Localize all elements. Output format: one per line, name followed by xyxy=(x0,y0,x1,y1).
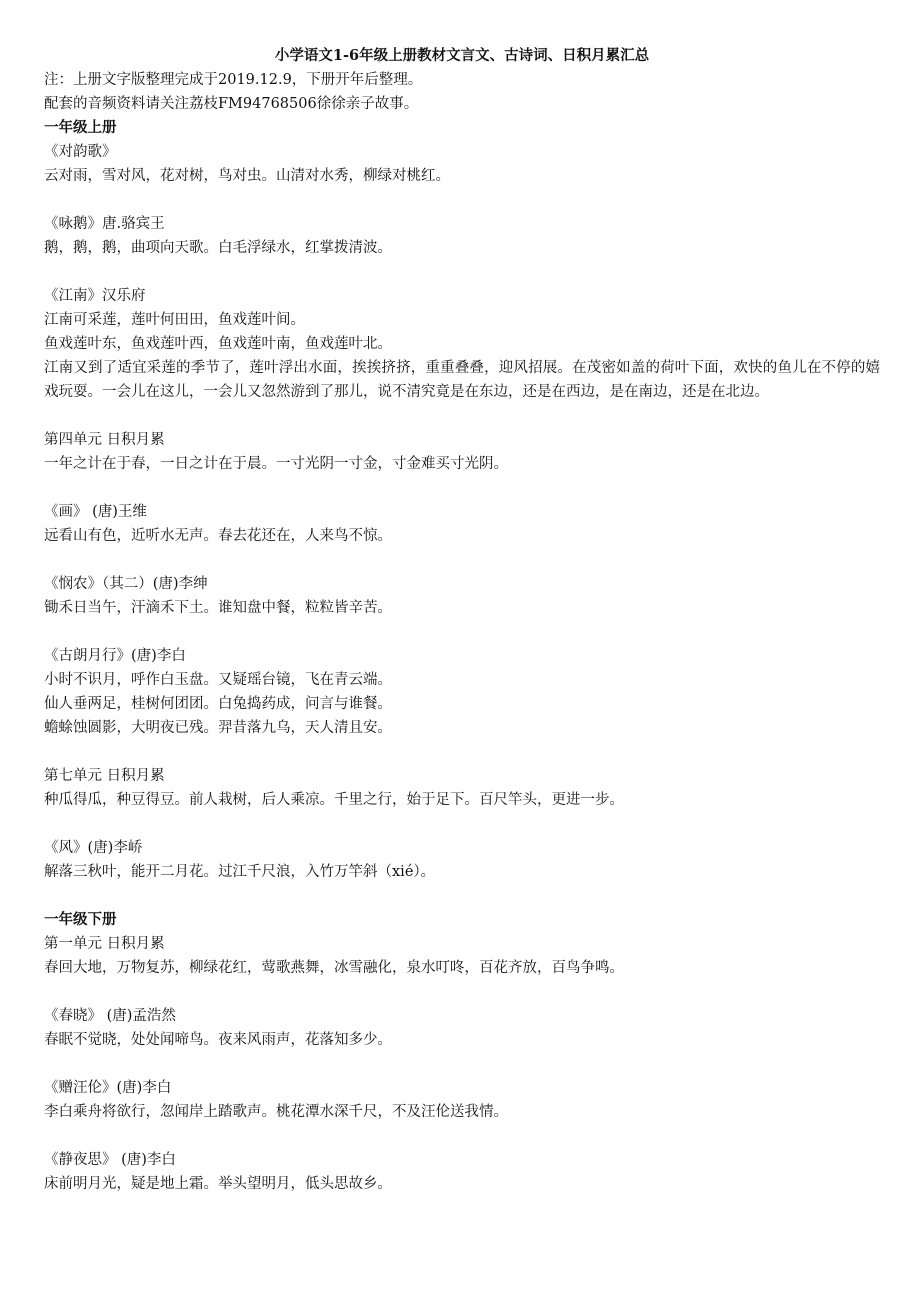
poem-line: 解落三秋叶，能开二月花。过江千尺浪，入竹万竿斜（xié）。 xyxy=(44,864,436,880)
poem-line: 李白乘舟将欲行，忽闻岸上踏歌声。桃花潭水深千尺，不及汪伦送我情。 xyxy=(44,1104,508,1120)
blank-line xyxy=(44,476,880,500)
blank-line xyxy=(44,188,880,212)
poem-line: 床前明月光，疑是地上霜。举头望明月，低头思故乡。 xyxy=(44,1176,392,1192)
poem-title-jiangnan: 《江南》汉乐府 xyxy=(44,288,146,304)
unit-title-unit7: 第七单元 日积月累 xyxy=(44,768,165,784)
blank-line xyxy=(44,812,880,836)
poem-line: 江南可采莲，莲叶何田田，鱼戏莲叶间。 xyxy=(44,312,305,328)
poem-line: 蟾蜍蚀圆影，大明夜已残。羿昔落九乌，天人清且安。 xyxy=(44,720,392,736)
document-page xyxy=(44,44,880,1196)
blank-line xyxy=(44,1052,880,1076)
blank-line xyxy=(44,620,880,644)
document-title: 小学语文1-6年级上册教材文言文、古诗词、日积月累汇总 xyxy=(274,47,650,64)
poem-line: 春眠不觉晓，处处闻啼鸟。夜来风雨声，花落知多少。 xyxy=(44,1032,392,1048)
section-heading-grade1-lower: 一年级下册 xyxy=(44,911,117,928)
blank-line xyxy=(44,260,880,284)
section-heading-grade1-upper: 一年级上册 xyxy=(44,119,117,136)
poem-line: 仙人垂两足，桂树何团团。白兔捣药成，问言与谁餐。 xyxy=(44,696,392,712)
blank-line xyxy=(44,548,880,572)
poem-title-feng: 《风》(唐)李峤 xyxy=(44,840,143,856)
poem-line: 春回大地，万物复苏，柳绿花红，莺歌燕舞，冰雪融化，泉水叮咚，百花齐放，百鸟争鸣。 xyxy=(44,960,624,976)
unit-title-unit1: 第一单元 日积月累 xyxy=(44,936,165,952)
poem-title-minnong: 《悯农》（其二）(唐)李绅 xyxy=(44,576,208,592)
poem-line: 锄禾日当午，汗滴禾下土。谁知盘中餐，粒粒皆辛苦。 xyxy=(44,600,392,616)
blank-line xyxy=(44,980,880,1004)
poem-line: 鹅，鹅，鹅，曲项向天歌。白毛浮绿水，红掌拨清波。 xyxy=(44,240,392,256)
blank-line xyxy=(44,404,880,428)
poem-title-hua: 《画》 (唐)王维 xyxy=(44,504,147,520)
poem-line: 种瓜得瓜，种豆得豆。前人栽树，后人乘凉。千里之行，始于足下。百尺竿头，更进一步。 xyxy=(44,792,624,808)
poem-title-yonge: 《咏鹅》唐.骆宾王 xyxy=(44,216,165,232)
poem-line: 云对雨，雪对风，花对树，鸟对虫。山清对水秀，柳绿对桃红。 xyxy=(44,168,450,184)
poem-title-zengwanglun: 《赠汪伦》(唐)李白 xyxy=(44,1080,172,1096)
poem-line: 小时不识月，呼作白玉盘。又疑瑶台镜，飞在青云端。 xyxy=(44,672,392,688)
poem-title-gulangyuexing: 《古朗月行》(唐)李白 xyxy=(44,648,186,664)
poem-line: 鱼戏莲叶东，鱼戏莲叶西，鱼戏莲叶南，鱼戏莲叶北。 xyxy=(44,336,392,352)
blank-line xyxy=(44,1124,880,1148)
poem-title-chunxiao: 《春晓》 (唐)孟浩然 xyxy=(44,1008,176,1024)
blank-line xyxy=(44,740,880,764)
poem-title-duiyunge: 《对韵歌》 xyxy=(44,144,117,160)
poem-translation-paragraph: 江南又到了适宜采莲的季节了，莲叶浮出水面，挨挨挤挤，重重叠叠，迎风招展。在茂密如盖的荷叶下面，欢快的鱼儿在不停的嬉戏玩耍。一会儿在这儿，一会儿又忽然游到了那儿，说不清究竟是在东边，还是在西边，是在南边，还是在北边。 xyxy=(44,360,880,400)
note-line-2: 配套的音频资料请关注荔枝FM94768506徐徐亲子故事。 xyxy=(44,96,419,112)
note-line-1: 注：上册文字版整理完成于2019.12.9，下册开年后整理。 xyxy=(44,72,423,88)
blank-line xyxy=(44,884,880,908)
poem-title-jingyesi: 《静夜思》 (唐)李白 xyxy=(44,1152,176,1168)
unit-title-unit4: 第四单元 日积月累 xyxy=(44,432,165,448)
poem-line: 远看山有色，近听水无声。春去花还在，人来鸟不惊。 xyxy=(44,528,392,544)
poem-line: 一年之计在于春，一日之计在于晨。一寸光阴一寸金，寸金难买寸光阴。 xyxy=(44,456,508,472)
